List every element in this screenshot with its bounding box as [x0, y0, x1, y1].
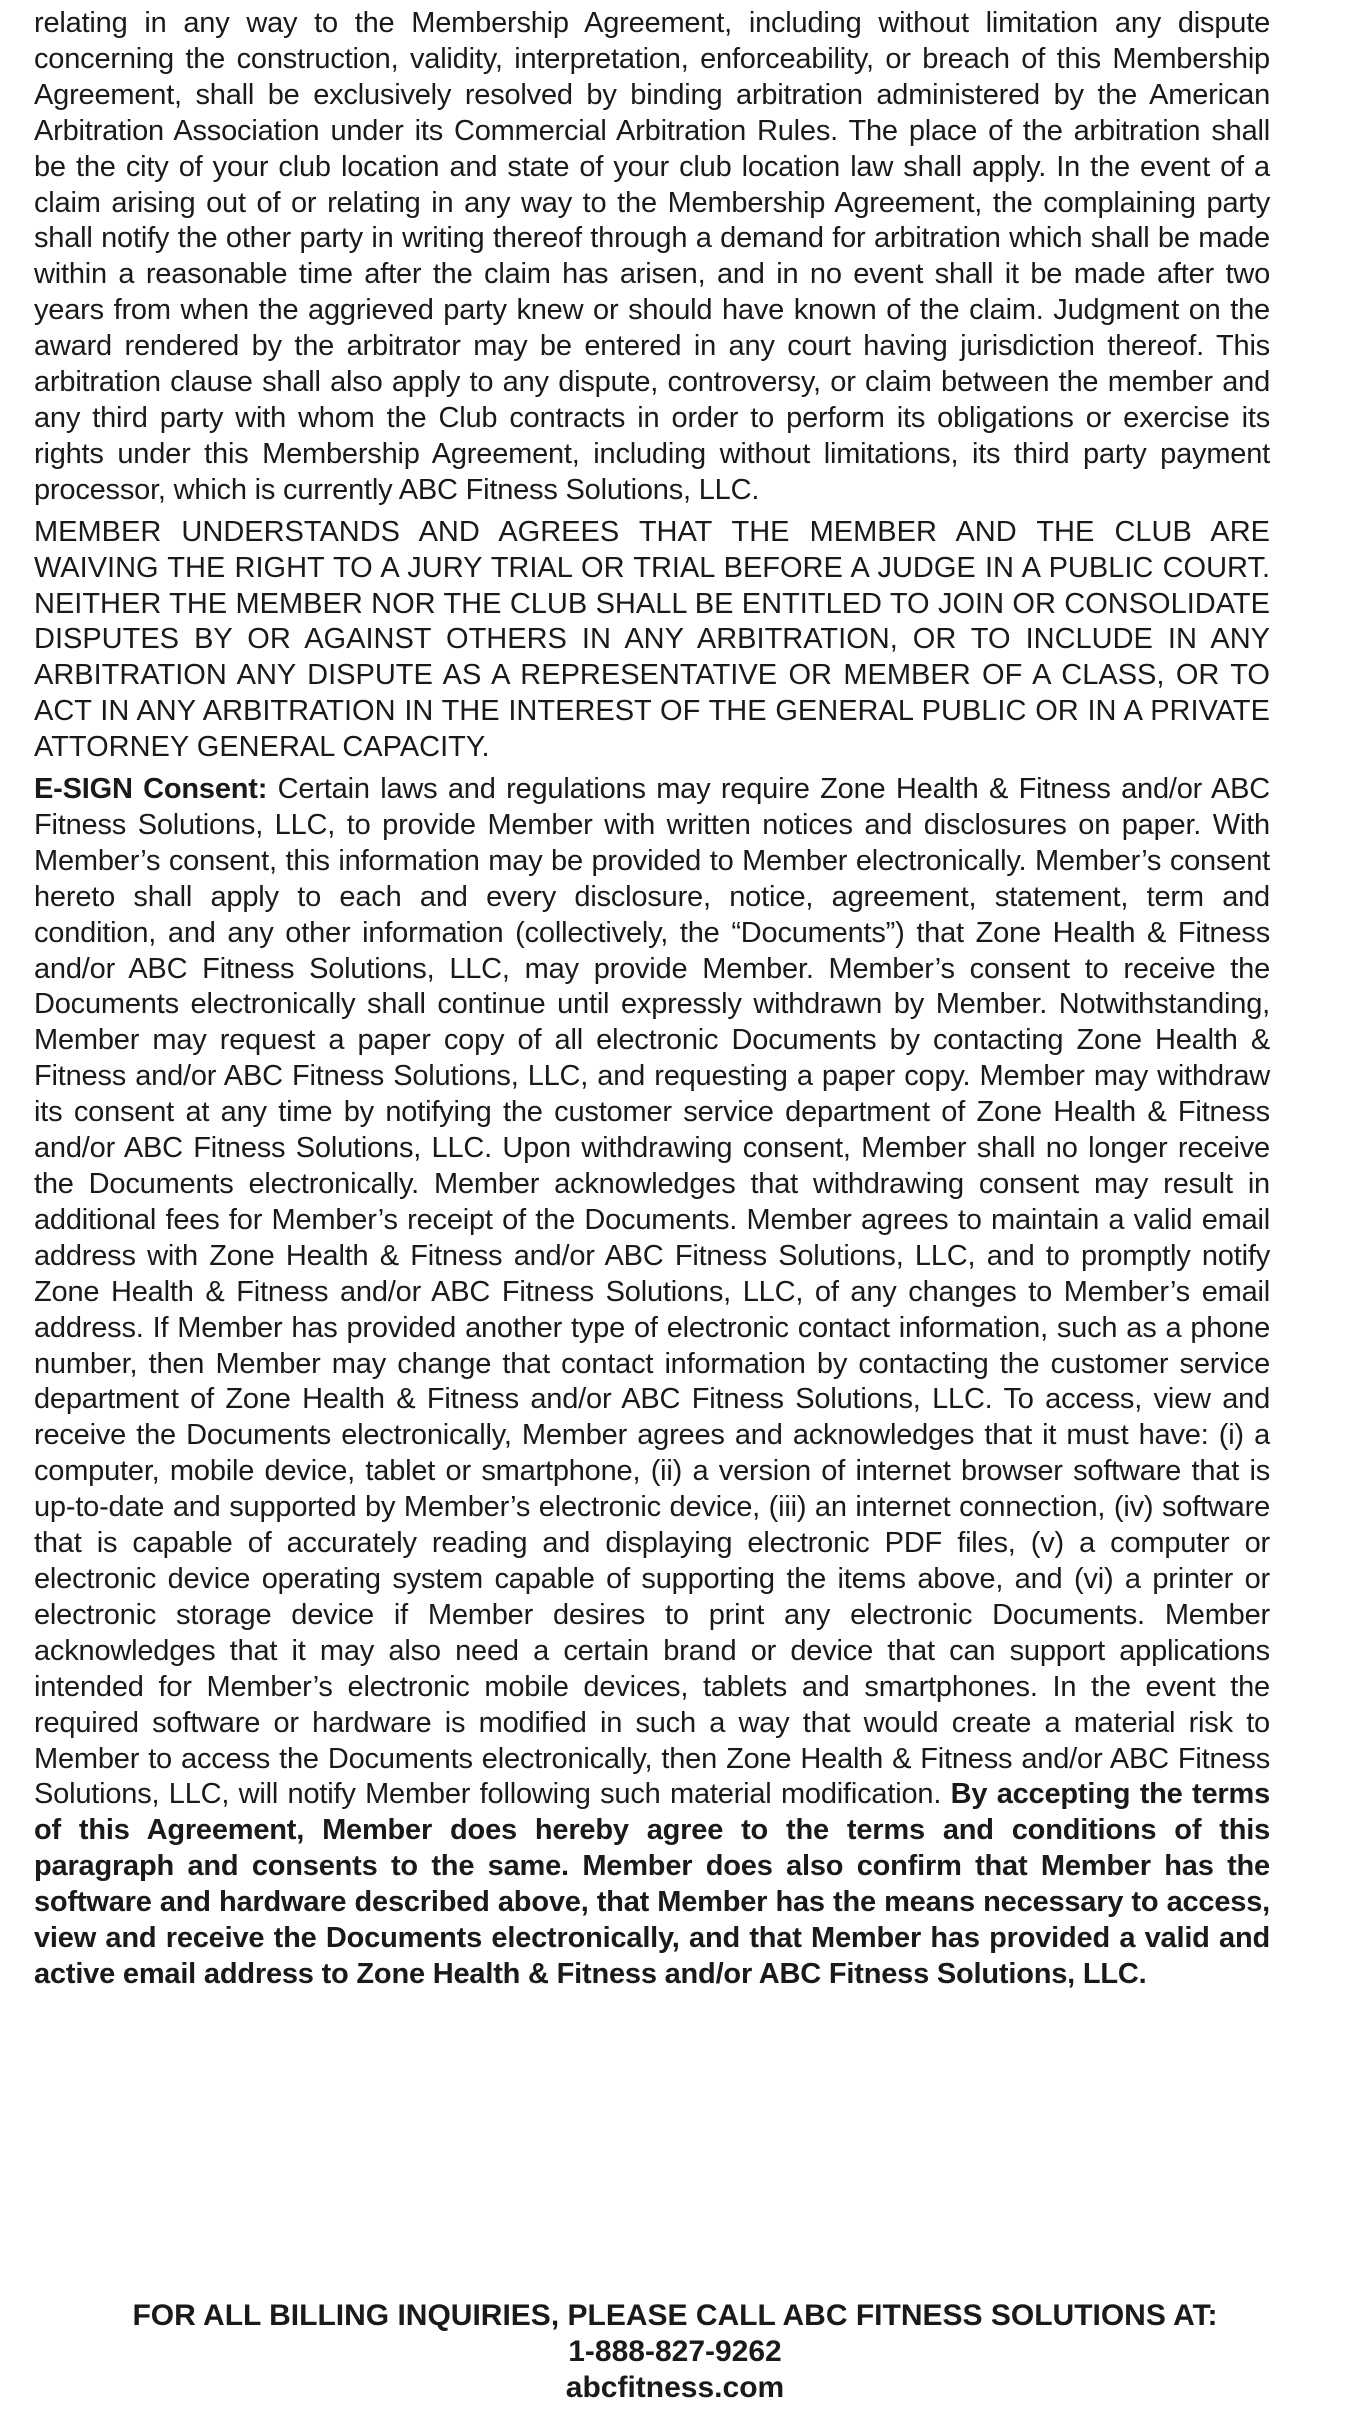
jury-waiver-paragraph: MEMBER UNDERSTANDS AND AGREES THAT THE MEMBER AND THE CLUB ARE WAIVING THE RIGHT TO A JURY TRIAL OR TRIAL BEFORE A JUDGE IN A PUBLIC COURT. NEITHER THE MEMBER NOR THE CLUB SHALL BE ENTITLED TO JOIN OR CONSOLIDATE DISPUTES BY OR AGAINST OTHERS IN ANY ARBITRATION, OR TO INCLUDE IN ANY ARBITRATION ANY DISPUTE AS A REPRESENTATIVE OR MEMBER OF A CLASS, OR TO ACT IN ANY ARBITRATION IN THE INTEREST OF THE GENERAL PUBLIC OR IN A PRIVATE ATTORNEY GENERAL CAPACITY.: [34, 515, 1270, 764]
esign-heading: E-SIGN Consent:: [34, 773, 268, 806]
billing-website: abcfitness.com: [565, 2371, 785, 2404]
billing-inquiries-line: FOR ALL BILLING INQUIRIES, PLEASE CALL ABC FITNESS SOLUTIONS AT:: [132, 2299, 1218, 2332]
document-page: [34, 6, 1270, 1993]
esign-closing: By accepting the terms of this Agreement, Member does hereby agree to the terms and conditions of this paragraph and consents to the same. Member does also confirm that Member has the software and hardware described above, that Member has the means necessary to access, view and receive the Documents electronically, and that Member has provided a valid and active email address to Zone Health & Fitness and/or ABC Fitness Solutions, LLC.: [34, 1778, 1271, 1990]
esign-body: Certain laws and regulations may require Zone Health & Fitness and/or ABC Fitness Solutions, LLC, to provide Member with written notices and disclosures on paper. With Member’s consent, this information may be provided to Member electronically. Member’s consent hereto shall apply to each and every disclosure, notice, agreement, statement, term and condition, and any other information (collectively, the “Documents”) that Zone Health & Fitness and/or ABC Fitness Solutions, LLC, may provide Member. Member’s consent to receive the Documents electronically shall continue until expressly withdrawn by Member. Notwithstanding, Member may request a paper copy of all electronic Documents by contacting Zone Health & Fitness and/or ABC Fitness Solutions, LLC, and requesting a paper copy. Member may withdraw its consent at any time by notifying the customer service department of Zone Health & Fitness and/or ABC Fitness Solutions, LLC. Upon withdrawing consent, Member shall no longer receive the Documents electronically. Member acknowledges that withdrawing consent may result in additional fees for Member’s receipt of the Documents. Member agrees to maintain a valid email address with Zone Health & Fitness and/or ABC Fitness Solutions, LLC, and to promptly notify Zone Health & Fitness and/or ABC Fitness Solutions, LLC, of any changes to Member’s email address. If Member has provided another type of electronic contact information, such as a phone number, then Member may change that contact information by contacting the customer service department of Zone Health & Fitness and/or ABC Fitness Solutions, LLC. To access, view and receive the Documents electronically, Member agrees and acknowledges that it must have: (i) a computer, mobile device, tablet or smartphone, (ii) a version of internet browser software that is up-to-date and supported by Member’s electronic device, (iii) an internet connection, (iv) software that is capable of accurately reading and displaying electronic PDF files, (v) a computer or electronic device operating system capable of supporting the items above, and (vi) a printer or electronic storage device if Member desires to print any electronic Documents. Member acknowledges that it may also need a certain brand or device that can support applications intended for Member’s electronic mobile devices, tablets and smartphones. In the event the required software or hardware is modified in such a way that would create a material risk to Member to access the Documents electronically, then Zone Health & Fitness and/or ABC Fitness Solutions, LLC, will notify Member following such material modification.: [34, 773, 1270, 1811]
esign-consent-paragraph: [34, 772, 1270, 1993]
billing-phone: 1-888-827-9262: [568, 2335, 782, 2368]
arbitration-paragraph: relating in any way to the Membership Agreement, including without limitation any dispute concerning the construction, validity, interpretation, enforceability, or breach of this Membership Agreement, shall be exclusively resolved by binding arbitration administered by the American Arbitration Association under its Commercial Arbitration Rules. The place of the arbitration shall be the city of your club location and state of your club location law shall apply. In the event of a claim arising out of or relating in any way to the Membership Agreement, the complaining party shall notify the other party in writing thereof through a demand for arbitration which shall be made within a reasonable time after the claim has arisen, and in no event shall it be made after two years from when the aggrieved party knew or should have known of the claim. Judgment on the award rendered by the arbitrator may be entered in any court having jurisdiction thereof. This arbitration clause shall also apply to any dispute, controversy, or claim between the member and any third party with whom the Club contracts in order to perform its obligations or exercise its rights under this Membership Agreement, including without limitations, its third party payment processor, which is currently ABC Fitness Solutions, LLC.: [34, 7, 1270, 506]
billing-footer: [0, 2298, 1350, 2406]
